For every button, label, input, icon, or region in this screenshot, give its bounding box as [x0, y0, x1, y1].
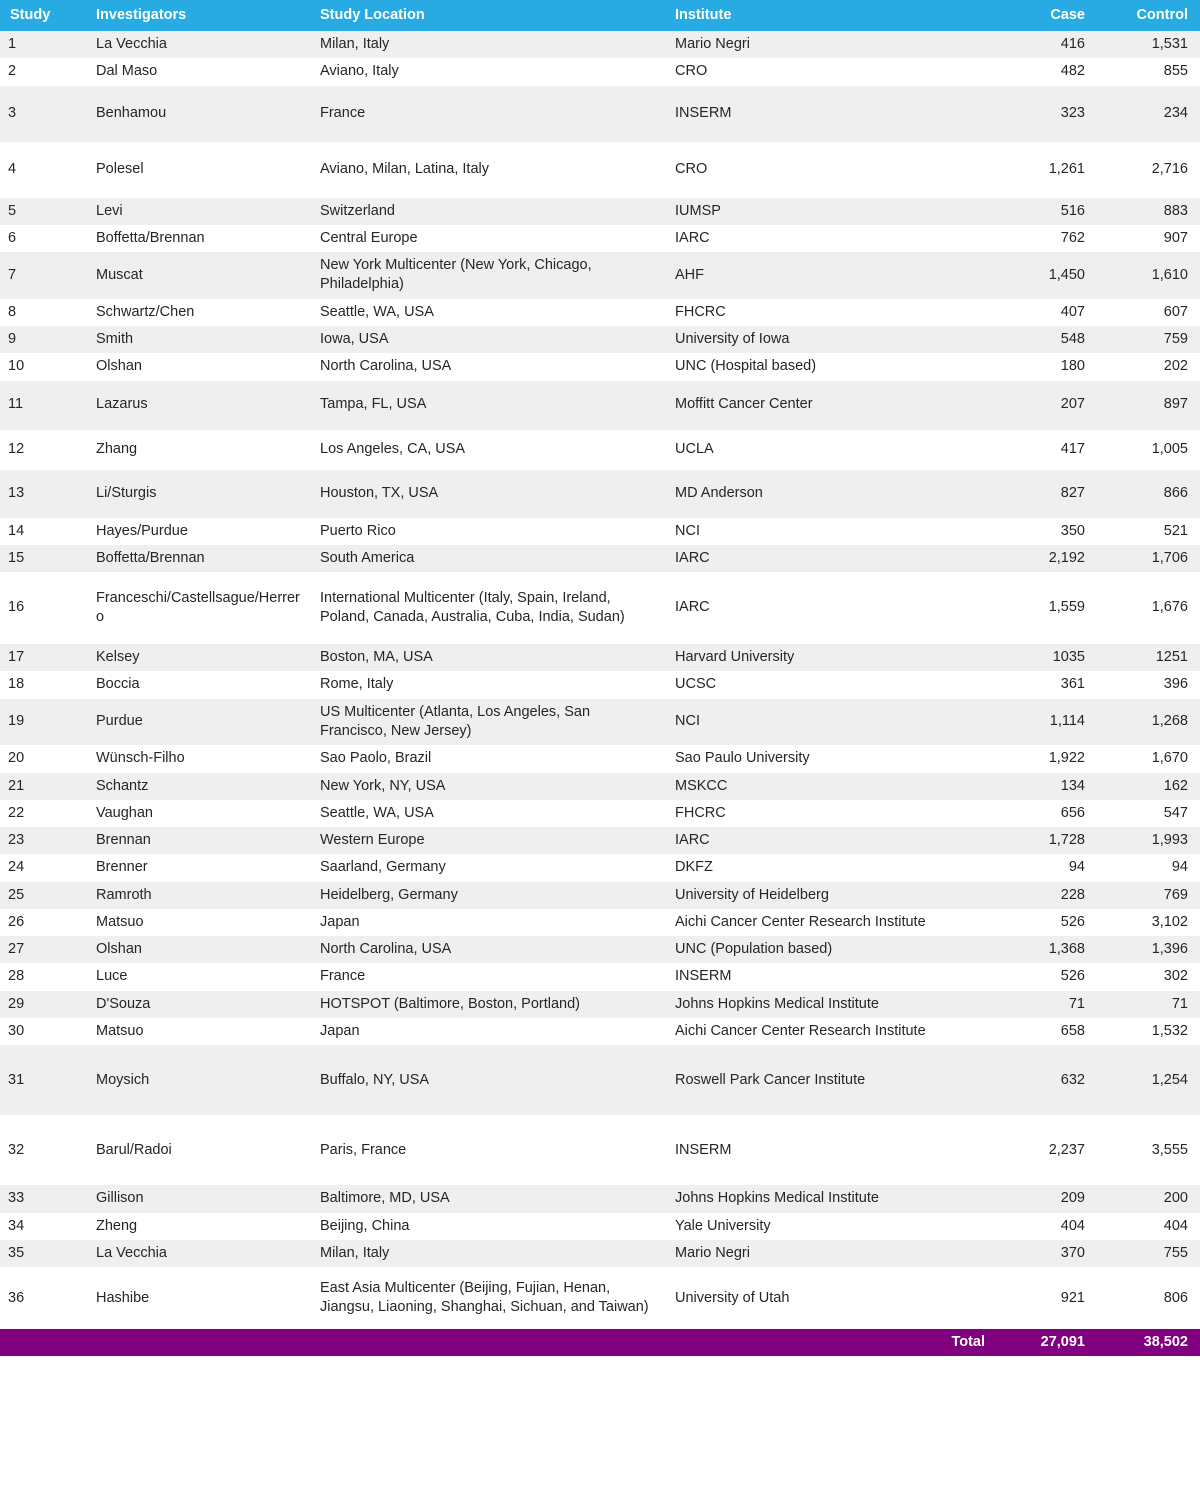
table-row — [0, 909, 1200, 936]
cell-control: 521 — [1163, 522, 1188, 539]
cell-location: North Carolina, USA — [320, 941, 452, 958]
cell-case: 361 — [1060, 676, 1085, 693]
cell-control: 1,610 — [1151, 266, 1188, 283]
table-row — [0, 381, 1200, 430]
column-header-study-location[interactable]: Study Location — [310, 0, 665, 31]
cell-case: 1,261 — [1048, 160, 1085, 177]
cell-control: 607 — [1163, 303, 1188, 320]
table-row — [0, 991, 1200, 1018]
cell-study: 10 — [8, 358, 25, 375]
cell-location: Saarland, Germany — [320, 859, 446, 876]
cell-location: Iowa, USA — [320, 330, 389, 347]
cell-control: 1,676 — [1151, 599, 1188, 616]
cell-case: 1035 — [1052, 649, 1085, 666]
cell-case: 180 — [1060, 358, 1085, 375]
table-row — [0, 699, 1200, 746]
cell-control: 897 — [1163, 396, 1188, 413]
cell-control: 759 — [1163, 330, 1188, 347]
cell-case: 827 — [1060, 484, 1085, 501]
total-case-value: 27,091 — [1040, 1334, 1085, 1351]
cell-study: 3 — [8, 104, 17, 121]
cell-institute: UNC (Population based) — [675, 941, 833, 958]
cell-institute: INSERM — [675, 104, 732, 121]
cell-study: 21 — [8, 777, 25, 794]
cell-investigator: Hashibe — [96, 1289, 150, 1306]
cell-investigator: La Vecchia — [96, 1244, 167, 1261]
cell-location: Houston, TX, USA — [320, 484, 439, 501]
cell-investigator: Polesel — [96, 160, 144, 177]
cell-case: 921 — [1060, 1289, 1085, 1306]
cell-investigator: Boffetta/Brennan — [96, 229, 205, 246]
cell-institute: Mario Negri — [675, 1244, 750, 1261]
cell-investigator: Vaughan — [96, 804, 153, 821]
cell-location: Milan, Italy — [320, 36, 390, 52]
cell-case: 762 — [1060, 229, 1085, 246]
cell-case: 658 — [1060, 1023, 1085, 1040]
cell-investigator: Ramroth — [96, 886, 152, 903]
cell-location: Aviano, Italy — [320, 63, 399, 80]
cell-institute: CRO — [675, 160, 708, 177]
cell-control: 755 — [1163, 1244, 1188, 1261]
table-row — [0, 1240, 1200, 1267]
table-row — [0, 252, 1200, 299]
cell-case: 407 — [1060, 303, 1085, 320]
cell-institute: Johns Hopkins Medical Institute — [675, 1190, 879, 1207]
table-row — [0, 963, 1200, 990]
cell-case: 482 — [1060, 63, 1085, 80]
table-row — [0, 1018, 1200, 1045]
cell-control: 1,531 — [1151, 36, 1188, 52]
cell-control: 1,254 — [1151, 1071, 1188, 1088]
table-row — [0, 225, 1200, 252]
column-header-institute[interactable]: Institute — [665, 0, 995, 31]
cell-control: 1,670 — [1151, 750, 1188, 767]
cell-study: 30 — [8, 1023, 25, 1040]
cell-control: 234 — [1163, 104, 1188, 121]
cell-investigator: Barul/Radoi — [96, 1141, 172, 1158]
cell-location: Boston, MA, USA — [320, 649, 433, 666]
cell-case: 209 — [1060, 1190, 1085, 1207]
cell-investigator: Hayes/Purdue — [96, 522, 188, 539]
cell-study: 28 — [8, 968, 25, 985]
cell-study: 17 — [8, 649, 25, 666]
cell-institute: IARC — [675, 599, 710, 616]
cell-location: Rome, Italy — [320, 676, 394, 693]
cell-location: HOTSPOT (Baltimore, Boston, Portland) — [320, 995, 581, 1012]
cell-institute: Johns Hopkins Medical Institute — [675, 995, 879, 1012]
cell-case: 323 — [1060, 104, 1085, 121]
cell-institute: IARC — [675, 832, 710, 849]
cell-study: 9 — [8, 330, 17, 347]
table-header — [0, 0, 1200, 31]
cell-institute: University of Utah — [675, 1289, 790, 1306]
cell-investigator: Matsuo — [96, 913, 144, 930]
cell-case: 1,368 — [1048, 941, 1085, 958]
table-row — [0, 1045, 1200, 1115]
cell-location: New York, NY, USA — [320, 777, 446, 794]
table-row — [0, 299, 1200, 326]
cell-study: 14 — [8, 522, 25, 539]
cell-case: 2,192 — [1048, 549, 1085, 566]
cell-institute: DKFZ — [675, 859, 713, 876]
cell-institute: Aichi Cancer Center Research Institute — [675, 913, 926, 930]
cell-investigator: Brenner — [96, 859, 148, 876]
cell-control: 1,005 — [1151, 440, 1188, 457]
cell-institute: UCSC — [675, 676, 717, 693]
column-header-control[interactable]: Control — [1097, 0, 1200, 31]
total-blank-investigators — [86, 1329, 310, 1356]
cell-control: 1,706 — [1151, 549, 1188, 566]
cell-case: 1,559 — [1048, 599, 1085, 616]
cell-investigator: Franceschi/Castellsague/Herrero — [96, 589, 300, 626]
cell-investigator: Gillison — [96, 1190, 144, 1207]
cell-location: Seattle, WA, USA — [320, 303, 434, 320]
cell-control: 806 — [1163, 1289, 1188, 1306]
cell-investigator: D'Souza — [96, 995, 151, 1012]
cell-location: South America — [320, 549, 415, 566]
cell-institute: Aichi Cancer Center Research Institute — [675, 1023, 926, 1040]
cell-control: 855 — [1163, 63, 1188, 80]
cell-institute: INSERM — [675, 1141, 732, 1158]
cell-control: 2,716 — [1151, 160, 1188, 177]
cell-location: Switzerland — [320, 202, 395, 219]
cell-control: 883 — [1163, 202, 1188, 219]
cell-study: 11 — [8, 396, 24, 413]
cell-study: 16 — [8, 599, 25, 616]
cell-investigator: Zheng — [96, 1217, 138, 1234]
cell-institute: Sao Paulo University — [675, 750, 810, 767]
cell-institute: Yale University — [675, 1217, 771, 1234]
cell-control: 202 — [1163, 358, 1188, 375]
cell-location: Buffalo, NY, USA — [320, 1071, 430, 1088]
cell-investigator: Boffetta/Brennan — [96, 549, 205, 566]
cell-investigator: Matsuo — [96, 1023, 144, 1040]
total-row — [0, 1329, 1200, 1356]
table-row — [0, 86, 1200, 142]
table-row — [0, 827, 1200, 854]
cell-investigator: Boccia — [96, 676, 140, 693]
cell-location: France — [320, 968, 366, 985]
cell-institute: UNC (Hospital based) — [675, 358, 817, 375]
cell-control: 907 — [1163, 229, 1188, 246]
cell-case: 1,922 — [1048, 750, 1085, 767]
table-row — [0, 800, 1200, 827]
table-row — [0, 745, 1200, 772]
cell-case: 2,237 — [1048, 1141, 1085, 1158]
cell-investigator: Schwartz/Chen — [96, 303, 195, 320]
cell-study: 15 — [8, 549, 25, 566]
cell-investigator: Purdue — [96, 713, 143, 730]
cell-location: Aviano, Milan, Latina, Italy — [320, 160, 489, 177]
cell-study: 5 — [8, 202, 17, 219]
cell-investigator: Zhang — [96, 440, 138, 457]
cell-institute: FHCRC — [675, 804, 726, 821]
cell-institute: Roswell Park Cancer Institute — [675, 1071, 866, 1088]
cell-location: East Asia Multicenter (Beijing, Fujian, Henan, Jiangsu, Liaoning, Shanghai, Sichuan, and Taiwan) — [320, 1279, 649, 1316]
cell-case: 207 — [1060, 396, 1085, 413]
column-header-investigators[interactable]: Investigators — [86, 0, 310, 31]
cell-institute: Mario Negri — [675, 36, 750, 52]
table-body — [0, 31, 1200, 1329]
cell-institute: FHCRC — [675, 303, 726, 320]
cell-institute: AHF — [675, 266, 704, 283]
cell-location: Seattle, WA, USA — [320, 804, 434, 821]
cell-location: New York Multicenter (New York, Chicago, Philadelphia) — [320, 257, 592, 293]
table-row — [0, 572, 1200, 644]
table-row — [0, 671, 1200, 698]
cell-location: Tampa, FL, USA — [320, 396, 427, 413]
cell-control: 404 — [1163, 1217, 1188, 1234]
table-row — [0, 430, 1200, 470]
cell-case: 417 — [1060, 440, 1085, 457]
table-row — [0, 1115, 1200, 1185]
cell-institute: CRO — [675, 63, 708, 80]
cell-study: 33 — [8, 1190, 25, 1207]
cell-case: 526 — [1060, 913, 1085, 930]
cell-case: 548 — [1060, 330, 1085, 347]
cell-control: 769 — [1163, 886, 1188, 903]
cell-study: 31 — [8, 1071, 25, 1088]
cell-case: 516 — [1060, 202, 1085, 219]
cell-case: 228 — [1060, 886, 1085, 903]
cell-study: 4 — [8, 160, 17, 177]
cell-institute: IARC — [675, 229, 710, 246]
cell-control: 200 — [1163, 1190, 1188, 1207]
cell-control: 162 — [1163, 777, 1188, 794]
cell-location: Heidelberg, Germany — [320, 886, 458, 903]
cell-study: 32 — [8, 1141, 25, 1158]
cell-case: 370 — [1060, 1244, 1085, 1261]
cell-location: France — [320, 104, 366, 121]
column-header-case[interactable]: Case — [995, 0, 1097, 31]
cell-control: 3,102 — [1151, 913, 1188, 930]
cell-location: Baltimore, MD, USA — [320, 1190, 450, 1207]
cell-study: 35 — [8, 1244, 25, 1261]
cell-investigator: Olshan — [96, 358, 142, 375]
cell-control: 866 — [1163, 484, 1188, 501]
table-row — [0, 31, 1200, 58]
cell-study: 34 — [8, 1217, 25, 1234]
cell-investigator: Luce — [96, 968, 128, 985]
cell-study: 1 — [8, 36, 17, 52]
table-row — [0, 353, 1200, 380]
cell-study: 13 — [8, 484, 25, 501]
cell-investigator: Benhamou — [96, 104, 167, 121]
cell-control: 1,532 — [1151, 1023, 1188, 1040]
cell-case: 656 — [1060, 804, 1085, 821]
cell-study: 26 — [8, 913, 25, 930]
cell-location: Los Angeles, CA, USA — [320, 440, 466, 457]
cell-study: 6 — [8, 229, 17, 246]
cell-investigator: Olshan — [96, 941, 142, 958]
cell-investigator: Schantz — [96, 777, 149, 794]
cell-study: 2 — [8, 63, 17, 80]
table-row — [0, 854, 1200, 881]
cell-study: 25 — [8, 886, 25, 903]
cell-case: 1,114 — [1049, 713, 1085, 730]
cell-institute: IUMSP — [675, 202, 721, 219]
table-row — [0, 470, 1200, 518]
cell-institute: IARC — [675, 549, 710, 566]
total-control-value: 38,502 — [1143, 1334, 1188, 1351]
table-row — [0, 545, 1200, 572]
table-row — [0, 326, 1200, 353]
cell-location: US Multicenter (Atlanta, Los Angeles, San Francisco, New Jersey) — [320, 703, 591, 739]
cell-case: 416 — [1060, 36, 1085, 52]
cell-control: 396 — [1163, 676, 1188, 693]
total-blank-location — [310, 1329, 665, 1356]
cell-case: 71 — [1068, 995, 1085, 1012]
cell-location: Milan, Italy — [320, 1244, 390, 1261]
cell-control: 1251 — [1155, 649, 1188, 666]
cell-location: Puerto Rico — [320, 522, 396, 539]
cell-case: 404 — [1060, 1217, 1085, 1234]
column-header-study[interactable]: Study — [0, 0, 86, 31]
table-row — [0, 1185, 1200, 1212]
cell-control: 3,555 — [1151, 1141, 1188, 1158]
cell-investigator: Moysich — [96, 1071, 150, 1088]
table-row — [0, 882, 1200, 909]
table-row — [0, 644, 1200, 671]
cell-study: 29 — [8, 995, 25, 1012]
cell-control: 71 — [1171, 995, 1188, 1012]
cell-institute: MD Anderson — [675, 484, 763, 501]
table-row — [0, 773, 1200, 800]
cell-location: Japan — [320, 1023, 360, 1040]
cell-investigator: Levi — [96, 202, 123, 219]
cell-investigator: Kelsey — [96, 649, 140, 666]
table-row — [0, 936, 1200, 963]
header-row — [0, 0, 1200, 31]
cell-institute: NCI — [675, 522, 700, 539]
cell-location: North Carolina, USA — [320, 358, 452, 375]
cell-investigator: Brennan — [96, 832, 151, 849]
cell-institute: UCLA — [675, 440, 714, 457]
cell-case: 1,728 — [1048, 832, 1085, 849]
cell-study: 20 — [8, 750, 25, 767]
cell-study: 7 — [8, 266, 17, 283]
cell-control: 1,993 — [1151, 832, 1188, 849]
cell-investigator: Wünsch-Filho — [96, 750, 185, 767]
total-label: Total — [951, 1334, 985, 1351]
table-row — [0, 1267, 1200, 1329]
table-row — [0, 142, 1200, 198]
cell-investigator: Smith — [96, 330, 134, 347]
cell-control: 1,396 — [1151, 941, 1188, 958]
cell-institute: INSERM — [675, 968, 732, 985]
cell-study: 24 — [8, 859, 25, 876]
cell-location: Sao Paolo, Brazil — [320, 750, 432, 767]
cell-institute: Moffitt Cancer Center — [675, 396, 813, 413]
table-row — [0, 198, 1200, 225]
cell-study: 27 — [8, 941, 25, 958]
cell-location: Beijing, China — [320, 1217, 410, 1234]
cell-case: 632 — [1060, 1071, 1085, 1088]
cell-investigator: Muscat — [96, 266, 143, 283]
cell-study: 23 — [8, 832, 25, 849]
cell-study: 36 — [8, 1289, 25, 1306]
cell-control: 302 — [1163, 968, 1188, 985]
cell-institute: MSKCC — [675, 777, 728, 794]
cell-case: 1,450 — [1048, 266, 1085, 283]
cell-investigator: La Vecchia — [96, 36, 167, 52]
cell-study: 19 — [8, 713, 25, 730]
cell-institute: University of Heidelberg — [675, 886, 829, 903]
cell-case: 526 — [1060, 968, 1085, 985]
cell-investigator: Lazarus — [96, 396, 148, 413]
cell-location: Japan — [320, 913, 360, 930]
cell-study: 22 — [8, 804, 25, 821]
cell-study: 8 — [8, 303, 17, 320]
table-row — [0, 1213, 1200, 1240]
cell-institute: University of Iowa — [675, 330, 790, 347]
cell-control: 94 — [1171, 859, 1188, 876]
table-row — [0, 58, 1200, 85]
table-row — [0, 518, 1200, 545]
cell-case: 94 — [1068, 859, 1085, 876]
cell-institute: Harvard University — [675, 649, 795, 666]
cell-case: 134 — [1060, 777, 1085, 794]
cell-location: International Multicenter (Italy, Spain, Ireland, Poland, Canada, Australia, Cuba, India, Sudan) — [320, 589, 625, 626]
cell-study: 12 — [8, 440, 25, 457]
cell-location: Paris, France — [320, 1141, 407, 1158]
cell-location: Central Europe — [320, 229, 418, 246]
table-footer — [0, 1329, 1200, 1356]
cell-location: Western Europe — [320, 832, 425, 849]
cell-institute: NCI — [675, 713, 700, 730]
total-blank-study — [0, 1329, 86, 1356]
cell-investigator: Dal Maso — [96, 63, 158, 80]
cell-control: 547 — [1163, 804, 1188, 821]
cell-case: 350 — [1060, 522, 1085, 539]
cell-control: 1,268 — [1151, 713, 1188, 730]
cell-study: 18 — [8, 676, 25, 693]
cell-investigator: Li/Sturgis — [96, 484, 157, 501]
